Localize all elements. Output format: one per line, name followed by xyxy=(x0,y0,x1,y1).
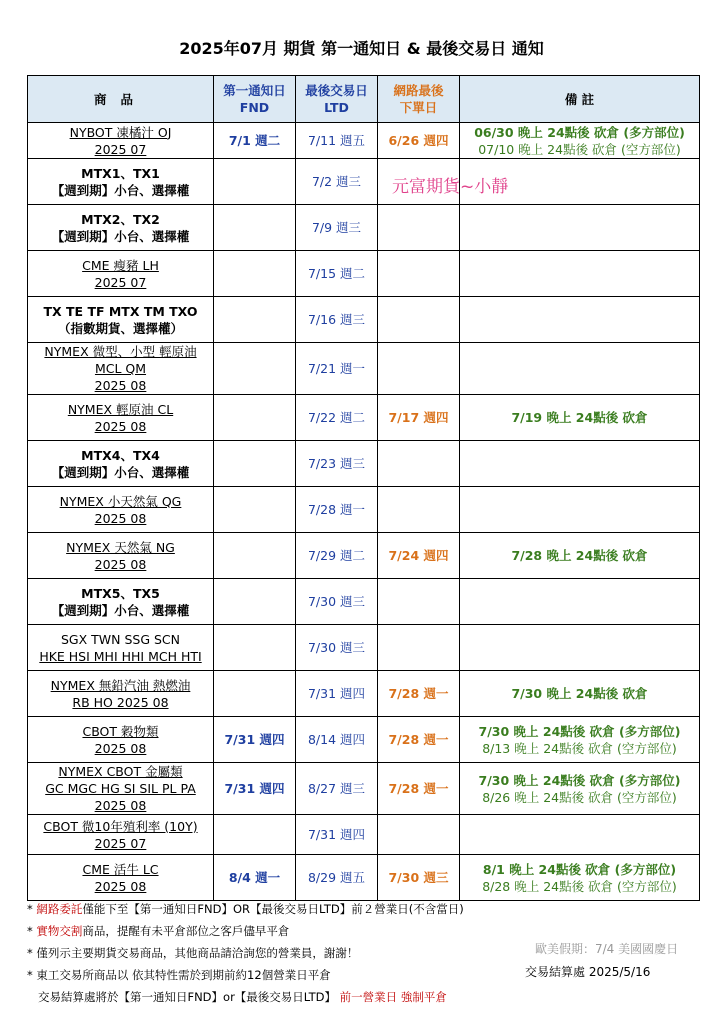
note-1: * 網路委託僅能下至【第一通知日FND】OR【最後交易日LTD】前２營業日(不含當日) xyxy=(27,902,464,916)
remark-line: 8/26 晚上 24點後 砍倉 (空方部位) xyxy=(482,789,677,805)
fnd-cell xyxy=(214,251,296,297)
fnd-cell: 8/4 週一 xyxy=(214,855,296,901)
net-last-cell: 7/30 週三 xyxy=(378,855,460,901)
ltd-cell: 8/27 週三 xyxy=(296,763,378,815)
net-last-cell: 7/28 週一 xyxy=(378,671,460,717)
product-name-line: NYMEX CBOT 金屬類 xyxy=(58,764,183,779)
remarks-cell xyxy=(460,855,700,901)
product-name-cell xyxy=(28,205,214,251)
fnd-cell xyxy=(214,487,296,533)
remark-line: 8/1 晚上 24點後 砍倉 (多方部位) xyxy=(482,861,677,877)
net-last-cell xyxy=(378,343,460,395)
product-name-line: GC MGC HG SI SIL PL PA xyxy=(45,781,196,796)
product-name-cell xyxy=(28,717,214,763)
ltd-cell: 7/22 週二 xyxy=(296,395,378,441)
table-row xyxy=(28,579,700,625)
ltd-cell: 7/31 週四 xyxy=(296,815,378,855)
net-last-cell: 7/28 週一 xyxy=(378,717,460,763)
product-name-cell xyxy=(28,671,214,717)
remarks-cell xyxy=(460,533,700,579)
remarks-cell xyxy=(460,815,700,855)
header-net-last: 網路最後 下單日 xyxy=(378,76,460,123)
ltd-cell: 7/11 週五 xyxy=(296,123,378,159)
header-ltd: 最後交易日 LTD xyxy=(296,76,378,123)
fnd-cell: 7/31 週四 xyxy=(214,717,296,763)
product-name-cell xyxy=(28,395,214,441)
table-row xyxy=(28,717,700,763)
net-last-cell: 7/24 週四 xyxy=(378,533,460,579)
remarks-cell xyxy=(460,343,700,395)
net-last-cell xyxy=(378,487,460,533)
remarks-cell xyxy=(460,487,700,533)
remarks-cell xyxy=(460,717,700,763)
fnd-cell xyxy=(214,815,296,855)
product-name-line: CME 活牛 LC xyxy=(82,861,159,877)
product-name-cell xyxy=(28,159,214,205)
ltd-cell: 7/28 週一 xyxy=(296,487,378,533)
product-name-cell xyxy=(28,487,214,533)
remarks-cell xyxy=(460,671,700,717)
remarks-cell xyxy=(460,395,700,441)
table-row xyxy=(28,855,700,901)
page-title: 2025年07月 期貨 第一通知日 & 最後交易日 通知 xyxy=(179,39,544,58)
product-name-line: NYMEX 天然氣 NG xyxy=(66,539,175,555)
remarks-cell xyxy=(460,251,700,297)
remarks-cell xyxy=(460,763,700,815)
product-name-line: （指數期貨、選擇權） xyxy=(57,320,183,336)
product-name-cell xyxy=(28,579,214,625)
product-name-line: 2025 07 xyxy=(94,835,147,851)
product-name-line: 2025 08 xyxy=(94,378,147,393)
ltd-cell: 7/29 週二 xyxy=(296,533,378,579)
net-last-cell: 7/17 週四 xyxy=(378,395,460,441)
product-name-line: 2025 08 xyxy=(94,740,147,756)
table-row xyxy=(28,671,700,717)
net-last-cell xyxy=(378,297,460,343)
remark-line: 7/19 晚上 24點後 砍倉 xyxy=(511,410,648,425)
ltd-cell: 7/2 週三 xyxy=(296,159,378,205)
ltd-cell: 7/30 週三 xyxy=(296,579,378,625)
ltd-cell: 7/15 週二 xyxy=(296,251,378,297)
table-row xyxy=(28,159,700,205)
product-name-line: 2025 08 xyxy=(94,418,147,434)
remark-line: 8/28 晚上 24點後 砍倉 (空方部位) xyxy=(482,878,677,894)
product-name-line: 【週到期】小台、選擇權 xyxy=(51,464,190,480)
fnd-cell: 7/1 週二 xyxy=(214,123,296,159)
remark-line: 8/13 晚上 24點後 砍倉 (空方部位) xyxy=(482,740,677,756)
ltd-cell: 7/16 週三 xyxy=(296,297,378,343)
product-name-cell xyxy=(28,441,214,487)
product-name-cell xyxy=(28,533,214,579)
remark-line: 7/30 晚上 24點後 砍倉 xyxy=(511,686,648,701)
ltd-cell: 7/30 週三 xyxy=(296,625,378,671)
ltd-cell: 8/14 週四 xyxy=(296,717,378,763)
header-remarks: 備 註 xyxy=(460,76,700,123)
product-name-cell xyxy=(28,123,214,159)
department-date: 交易結算處 2025/5/16 xyxy=(525,965,651,979)
fnd-cell xyxy=(214,671,296,717)
product-name-line: 【週到期】小台、選擇權 xyxy=(51,228,190,244)
table-row xyxy=(28,763,700,815)
remark-line: 07/10 晚上 24點後 砍倉 (空方部位) xyxy=(478,141,681,157)
product-name-cell xyxy=(28,763,214,815)
ltd-cell: 7/9 週三 xyxy=(296,205,378,251)
net-last-cell xyxy=(378,815,460,855)
note-4: * 東工交易所商品以 依其特性需於到期前約12個營業日平倉 xyxy=(27,968,331,982)
product-name-cell xyxy=(28,815,214,855)
holiday-note: 歐美假期：7/4 美國國慶日 xyxy=(535,942,679,956)
fnd-cell xyxy=(214,205,296,251)
product-name-cell xyxy=(28,343,214,395)
product-name-line: CBOT 微10年殖利率 (10Y) xyxy=(43,818,198,834)
product-name-line: MCL QM xyxy=(94,361,147,376)
product-name-cell xyxy=(28,625,214,671)
table-header-row xyxy=(28,76,700,123)
fnd-cell xyxy=(214,343,296,395)
remark-line: 7/30 晚上 24點後 砍倉 (多方部位) xyxy=(478,772,681,788)
product-name-cell xyxy=(28,855,214,901)
fnd-cell xyxy=(214,625,296,671)
watermark-text: 元富期貨~小靜 xyxy=(392,177,509,197)
fnd-cell xyxy=(214,297,296,343)
table-row xyxy=(28,123,700,159)
product-name-line: NYMEX 小天然氣 QG xyxy=(59,493,182,509)
product-name-line: SGX TWN SSG SCN xyxy=(60,631,181,647)
fnd-cell xyxy=(214,533,296,579)
note-5: 交易結算處將於【第一通知日FND】or【最後交易日LTD】 前一營業日 強制平倉 xyxy=(37,990,447,1004)
ltd-cell: 8/29 週五 xyxy=(296,855,378,901)
table-row xyxy=(28,533,700,579)
remarks-cell xyxy=(460,579,700,625)
ltd-cell: 7/31 週四 xyxy=(296,671,378,717)
fnd-cell xyxy=(214,395,296,441)
header-product: 商品 xyxy=(28,76,214,123)
product-name-line: 2025 08 xyxy=(94,510,147,526)
net-last-cell: 7/28 週一 xyxy=(378,763,460,815)
ltd-cell: 7/23 週三 xyxy=(296,441,378,487)
net-last-cell xyxy=(378,205,460,251)
remark-line: 7/28 晚上 24點後 砍倉 xyxy=(511,548,648,563)
table-row xyxy=(28,487,700,533)
product-name-line: MTX1、TX1 xyxy=(81,165,160,181)
product-name-line: MTX5、TX5 xyxy=(81,585,160,601)
net-last-cell xyxy=(378,251,460,297)
remark-line: 7/30 晚上 24點後 砍倉 (多方部位) xyxy=(478,723,681,739)
schedule-table xyxy=(27,75,700,901)
note-2: * 實物交割商品，提醒有未平倉部位之客戶儘早平倉 xyxy=(27,924,290,938)
product-name-line: TX TE TF MTX TM TXO xyxy=(43,303,198,319)
table-row xyxy=(28,297,700,343)
product-name-line: NYBOT 凍橘汁 OJ xyxy=(69,124,172,140)
product-name-line: 2025 08 xyxy=(94,798,147,813)
product-name-line: 2025 08 xyxy=(94,878,147,894)
table-row xyxy=(28,205,700,251)
table-row xyxy=(28,251,700,297)
remarks-cell xyxy=(460,441,700,487)
ltd-cell: 7/21 週一 xyxy=(296,343,378,395)
note-3: * 僅列示主要期貨交易商品，其他商品請洽詢您的營業員，謝謝！ xyxy=(27,946,359,960)
product-name-line: MTX4、TX4 xyxy=(81,447,160,463)
remark-line: 06/30 晚上 24點後 砍倉 (多方部位) xyxy=(474,124,685,140)
product-name-line: HKE HSI MHI HHI MCH HTI xyxy=(39,648,202,664)
product-name-line: CBOT 穀物類 xyxy=(82,723,159,739)
product-name-line: NYMEX 輕原油 CL xyxy=(67,401,174,417)
fnd-cell: 7/31 週四 xyxy=(214,763,296,815)
header-fnd: 第一通知日 FND xyxy=(214,76,296,123)
product-name-line: 【週到期】小台、選擇權 xyxy=(51,602,190,618)
table-row xyxy=(28,625,700,671)
fnd-cell xyxy=(214,441,296,487)
product-name-line: NYMEX 無鉛汽油 熱燃油 xyxy=(50,677,191,693)
remarks-cell xyxy=(460,205,700,251)
product-name-line: 2025 07 xyxy=(94,274,147,290)
fnd-cell xyxy=(214,579,296,625)
net-last-cell xyxy=(378,579,460,625)
remarks-cell xyxy=(460,297,700,343)
product-name-cell xyxy=(28,251,214,297)
table-row xyxy=(28,815,700,855)
table-row xyxy=(28,343,700,395)
product-name-line: CME 瘦豬 LH xyxy=(82,257,159,273)
table-row xyxy=(28,395,700,441)
fnd-cell xyxy=(214,159,296,205)
net-last-cell xyxy=(378,441,460,487)
net-last-cell xyxy=(378,625,460,671)
product-name-line: 【週到期】小台、選擇權 xyxy=(51,182,190,198)
table-row xyxy=(28,441,700,487)
remarks-cell xyxy=(460,625,700,671)
product-name-line: MTX2、TX2 xyxy=(81,211,160,227)
product-name-line: 2025 08 xyxy=(94,556,147,572)
product-name-line: RB HO 2025 08 xyxy=(72,694,169,710)
product-name-line: NYMEX 微型、小型 輕原油 xyxy=(44,344,197,359)
net-last-cell: 6/26 週四 xyxy=(378,123,460,159)
product-name-cell xyxy=(28,297,214,343)
product-name-line: 2025 07 xyxy=(94,141,147,157)
remarks-cell xyxy=(460,123,700,159)
